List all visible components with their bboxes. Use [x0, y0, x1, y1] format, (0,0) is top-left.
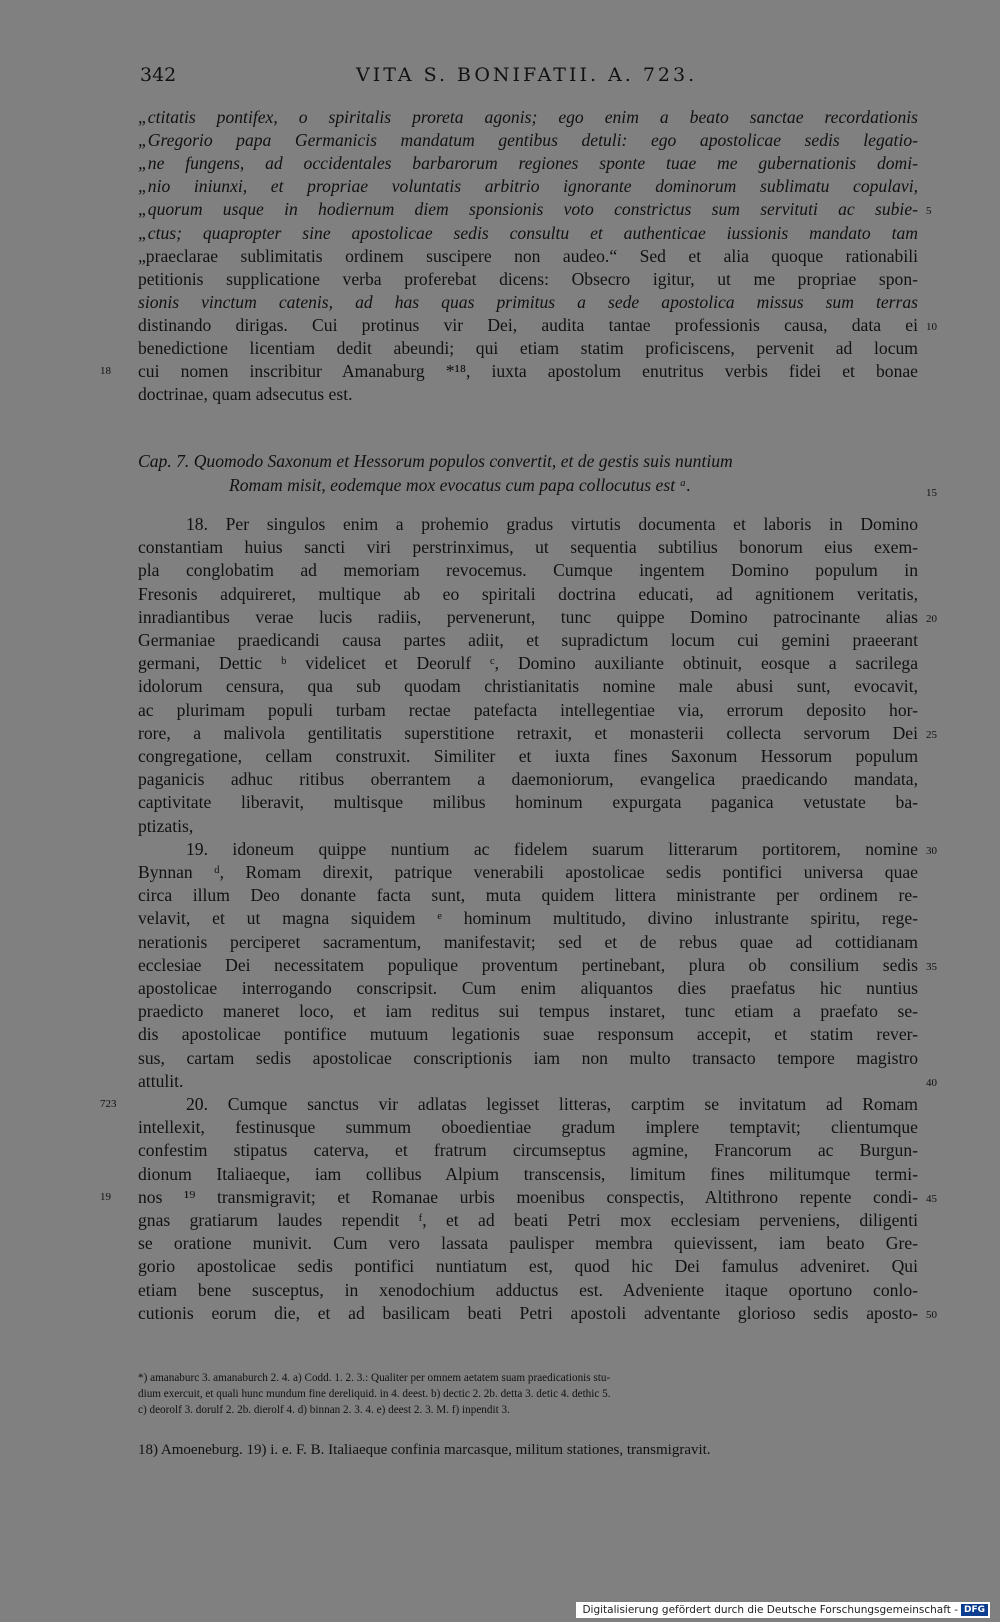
- text-line: „praeclarae sublimitatis ordinem suscipere non audeo.“ Sed et alia quoque rationabili: [138, 245, 918, 266]
- dfg-logo: DFG: [961, 1604, 988, 1616]
- text-line: Germaniae praedicandi causa partes adiit, et supradictum locum cui gemini praeerant: [138, 630, 918, 650]
- text-line: inradiantibus verae lucis radiis, pervenerunt, tunc quippe Domino patrocinante alias: [138, 606, 918, 627]
- text-line: attulit.: [138, 1070, 184, 1091]
- text-line: ptizatis,: [138, 815, 194, 836]
- line-number: 15: [926, 487, 937, 499]
- line-number: 30: [926, 844, 937, 857]
- text-line: cui nomen inscribitur Amanaburg *¹⁸, iuxta apostolum enutritus verbis fidei et bonae: [138, 361, 918, 382]
- chapter-heading-line-1: Cap. 7. Quomodo Saxonum et Hessorum populos convertit, et de gestis suis nuntium: [138, 451, 733, 471]
- text-line: constantiam huius sancti viri perstrinximus, ut sequentia subtilius bonorum eius exem-: [138, 537, 918, 558]
- footnote-line: dium exercuit, et quali hunc mundum fine dereliquid. in 4. deest. b) dectic 2. 2b. detta 3. detic 4. dethic 5.: [138, 1388, 611, 1400]
- text-line: paganicis adhuc ritibus oberrantem a daemoniorum, evangelica praedicando mandata,: [138, 769, 918, 790]
- banner-text: Digitalisierung gefördert durch die Deutsche Forschungsgemeinschaft -: [582, 1604, 958, 1616]
- funding-banner: [576, 1602, 990, 1618]
- text-line: intellexit, festinusque summum oboedientiae gradum implere temptavit; clientumque: [138, 1117, 918, 1138]
- text-line: germani, Dettic ᵇ videlicet et Deorulf ᶜ, Domino auxiliante obtinuit, eosque a sacrilega: [138, 653, 918, 674]
- text-line: „ctus; quapropter sine apostolicae sedis consultu et authenticae iussionis mandato tam: [138, 222, 918, 243]
- text-line: „ctitatis pontifex, o spiritalis proreta agonis; ego enim a beato sanctae recordationis: [138, 107, 918, 127]
- text-line: circa illum Deo donante facta sunt, muta quidem littera ministrante per ordinem re-: [138, 885, 918, 906]
- text-line: „Gregorio papa Germanicis mandatum gentibus detuli: ego apostolicae sedis legatio-: [138, 130, 918, 151]
- text-line: 18. Per singulos enim a prohemio gradus virtutis documenta et laboris in Domino: [186, 514, 918, 534]
- footnote-line: c) deorolf 3. dorulf 2. 2b. dierolf 4. d) binnan 2. 3. 4. e) deest 2. 3. M. f) inpendit 3.: [138, 1404, 510, 1416]
- text-line: dis apostolicae pontifice mutuum legationis suae responsum accepit, et statim rever-: [138, 1024, 918, 1045]
- text-line: confestim stipatus caterva, et fratrum circumseptus agmine, Francorum ac Burgun-: [138, 1140, 918, 1161]
- text-line: ecclesiae Dei necessitatem populique proventum pertinebant, plura ob consilium sedis: [138, 954, 918, 975]
- text-line: „ne fungens, ad occidentales barbarorum regiones sponte tuae me gubernationis domi-: [138, 153, 918, 174]
- text-line: velavit, et ut magna siquidem ᵉ hominum multitudo, divino inlustrante spiritu, rege-: [138, 908, 918, 929]
- margin-note: 18: [100, 365, 111, 378]
- margin-note: 19: [100, 1190, 111, 1203]
- line-number: 20: [926, 612, 937, 625]
- text-line: nerationis perciperet sacramentum, manifestavit; sed et de rebus quae ad cottidianam: [138, 931, 918, 952]
- text-line: „nio iniunxi, et propriae voluntatis arbitrio ignorante dominorum sublimatu copulavi,: [138, 176, 918, 197]
- running-title: VITA S. BONIFATII. A. 723.: [356, 64, 698, 86]
- line-number: 5: [926, 205, 932, 218]
- text-line: nos ¹⁹ transmigravit; et Romanae urbis moenibus conspectis, Altithrono repente condi-: [138, 1186, 918, 1207]
- text-line: idolorum censura, qua sub quodam christianitatis nomine male abusi sunt, evocavit,: [138, 676, 918, 697]
- running-header: [138, 64, 918, 94]
- text-line: gorio apostolicae sedis pontifici nuntiatum est, quod hic Dei famulus adveniret. Qui: [138, 1256, 918, 1277]
- text-line: dionum Italiaeque, iam collibus Alpium transcensis, limitum fines militumque termi-: [138, 1163, 918, 1184]
- text-line: Fresonis adquireret, multique ab eo spiritali doctrina educati, ad agnitionem veritatis,: [138, 583, 918, 604]
- text-line: 19. idoneum quippe nuntium ac fidelem suarum litterarum portitorem, nomine: [186, 838, 918, 859]
- line-number: 40: [926, 1076, 937, 1089]
- footnote-line: *) amanaburc 3. amanaburch 2. 4. a) Codd. 1. 2. 3.: Qualiter per omnem aetatem suam praedicationis stu-: [138, 1372, 611, 1384]
- text-line: apostolicae interrogando conscripsit. Cum enim aliquantos dies praefatus hic nuntius: [138, 978, 918, 998]
- text-line: petitionis supplicatione verba proferebat dicens: Obsecro igitur, ut me propriae spon-: [138, 268, 918, 289]
- text-line: „quorum usque in hodiernum diem sponsionis voto constrictus sum servituti ac subie-: [138, 199, 918, 220]
- text-line: se oratione munivit. Cum vero lassata paulisper membra quievissent, iam beato Gre-: [138, 1233, 918, 1254]
- text-line: Bynnan ᵈ, Romam direxit, patrique venerabili apostolicae sedis pontifici universa quae: [138, 862, 918, 882]
- chapter-heading-line-2: Romam misit, eodemque mox evocatus cum papa collocutus est ᵃ.: [229, 475, 691, 495]
- text-line: sus, cartam sedis apostolicae conscriptionis iam non multo transacto tempore magistro: [138, 1047, 918, 1068]
- text-line: praedicto maneret loco, et iam reditus sui tempus instaret, tunc etiam a praefato se-: [138, 1001, 918, 1022]
- line-number: 10: [926, 320, 937, 333]
- line-number: 50: [926, 1308, 937, 1321]
- text-line: 20. Cumque sanctus vir adlatas legisset litteras, carptim se invitatum ad Romam: [186, 1094, 918, 1114]
- text-line: ac plurimam populi turbam rectae patefacta intellegentiae via, errorum deposito hor-: [138, 699, 918, 720]
- margin-note: 723: [100, 1098, 117, 1110]
- text-line: rore, a malivola gentilitatis superstitione retraxit, et monasterii collecta servorum Dei: [138, 722, 918, 743]
- historical-notes: 18) Amoeneburg. 19) i. e. F. B. Italiaeque confinia marcasque, militum stationes, transmigravit.: [138, 1442, 711, 1458]
- text-line: pla conglobatim ad memoriam revocemus. Cumque ingentem Domino populum in: [138, 560, 918, 581]
- page-number: 342: [140, 64, 177, 86]
- text-line: congregatione, cellam construxit. Similiter et iuxta fines Saxonum Hessorum populum: [138, 746, 918, 766]
- text-line: benedictione licentiam dedit abeundi; qui etiam statim proficiscens, pervenit ad locum: [138, 338, 918, 358]
- text-line: distinando dirigas. Cui protinus vir Dei, audita tantae professionis causa, data ei: [138, 314, 918, 335]
- text-line: etiam bene susceptus, in xenodochium adductus est. Adveniente itaque oportuno conlo-: [138, 1279, 918, 1300]
- text-line: doctrinae, quam adsecutus est.: [138, 384, 353, 405]
- text-line: sionis vinctum catenis, ad has quas primitus a sede apostolica missus sum terras: [138, 291, 918, 312]
- text-line: gnas gratiarum laudes rependit ᶠ, et ad beati Petri mox ecclesiam perveniens, diligenti: [138, 1210, 918, 1230]
- line-number: 45: [926, 1192, 937, 1205]
- line-number: 35: [926, 960, 937, 973]
- line-number: 25: [926, 728, 937, 741]
- text-line: captivitate liberavit, multisque milibus hominum expurgata paganica vetustate ba-: [138, 792, 918, 813]
- text-line: cutionis eorum die, et ad basilicam beati Petri apostoli adventante glorioso sedis aposto-: [138, 1302, 918, 1323]
